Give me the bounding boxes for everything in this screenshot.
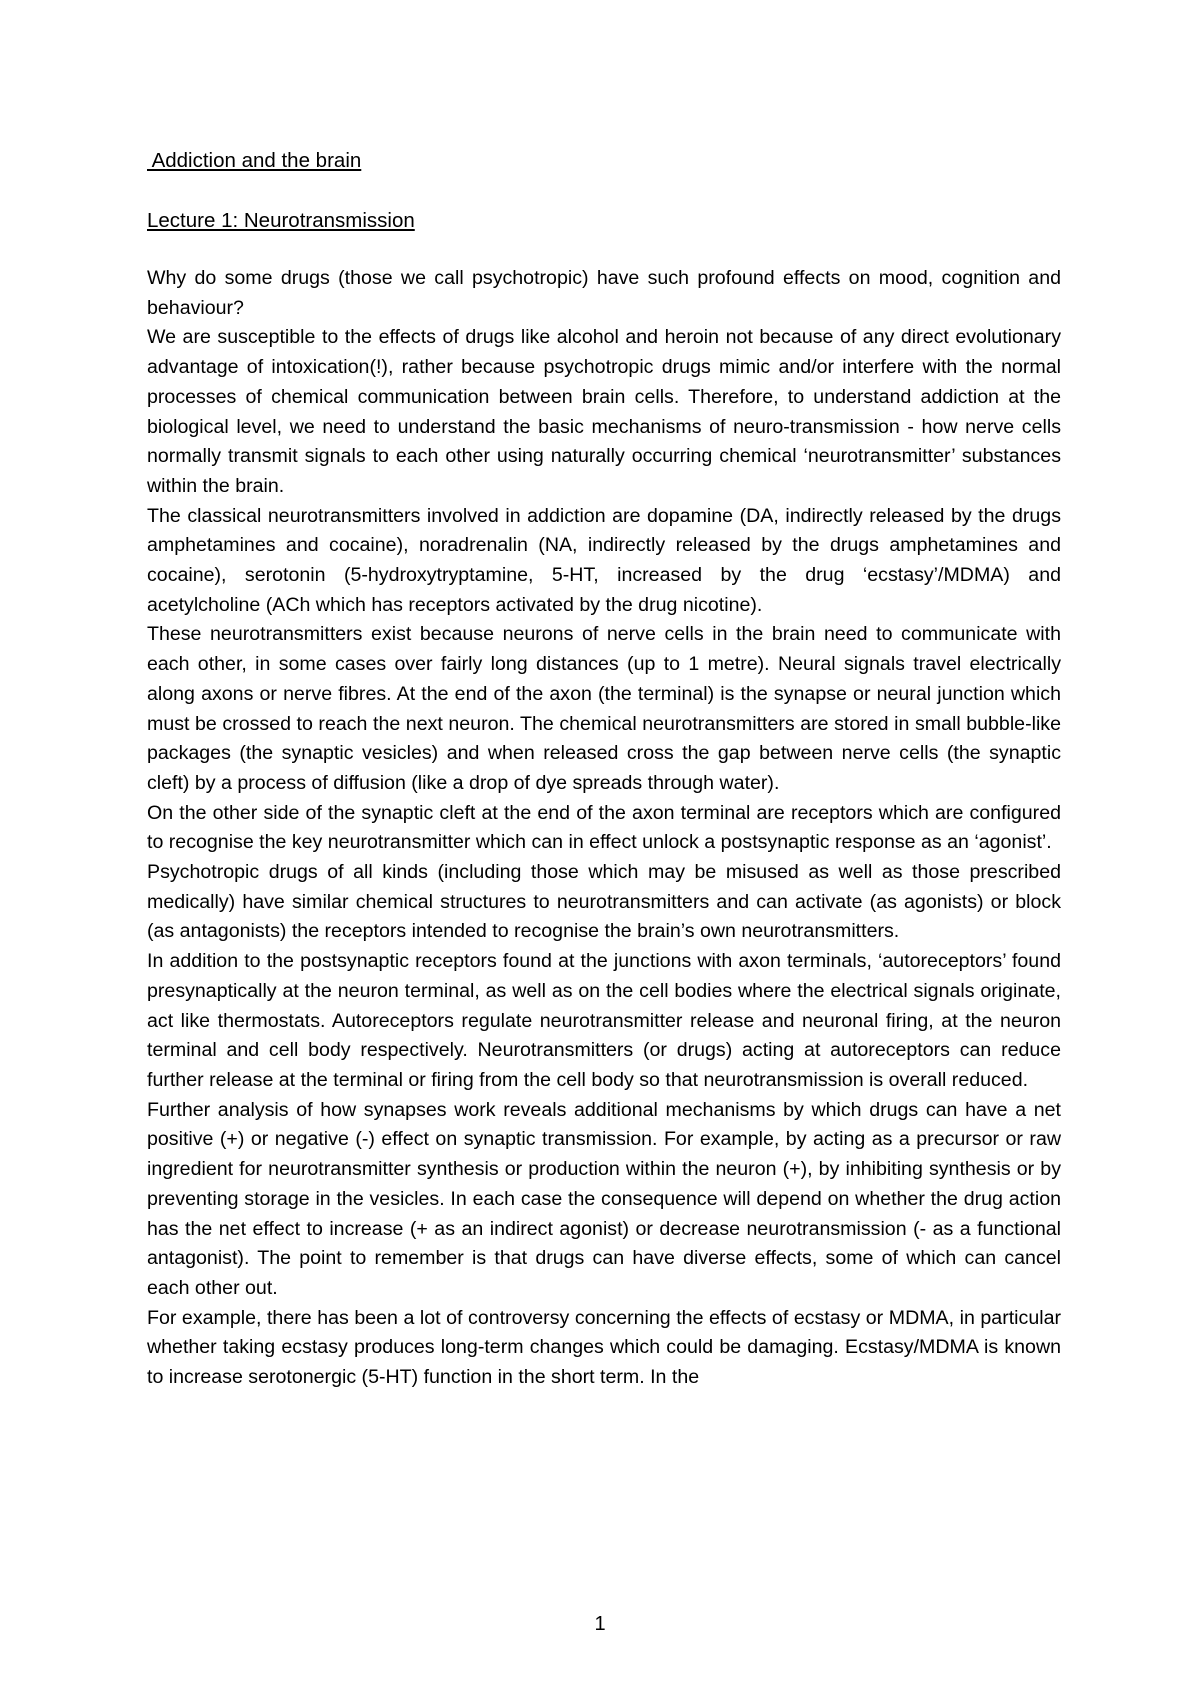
lecture-heading: Lecture 1: Neurotransmission xyxy=(147,209,415,232)
document-title: Addiction and the brain xyxy=(147,149,362,172)
paragraph: On the other side of the synaptic cleft at the end of the axon terminal are receptors which are configured to recognise the key neurotransmitter which can in effect unlock a postsynaptic response as an ‘agonist’. xyxy=(147,801,1061,854)
paragraph: The classical neurotransmitters involved in addiction are dopamine (DA, indirectly released by the drugs amphetamines and cocaine), noradrenalin (NA, indirectly released by the drugs amphetamines and cocaine), serotonin (5-hydroxytryptamine, 5-HT, increased by the drug ‘ecstasy’/MDMA) and acetylcholine (ACh which has receptors activated by the drug nicotine). xyxy=(147,504,1061,616)
paragraph: Further analysis of how synapses work reveals additional mechanisms by which drugs can have a net positive (+) or negative (-) effect on synaptic transmission. For example, by acting as a precursor or raw ingredient for neurotransmitter synthesis or production within the neuron (+), by inhibiting synthesis or by preventing storage in the vesicles. In each case the consequence will depend on whether the drug action has the net effect to increase (+ as an indirect agonist) or decrease neurotransmission (- as a functional antagonist). The point to remember is that drugs can have diverse effects, some of which can cancel each other out. xyxy=(147,1098,1061,1299)
paragraph: These neurotransmitters exist because neurons of nerve cells in the brain need to communicate with each other, in some cases over fairly long distances (up to 1 metre). Neural signals travel electrically along axons or nerve fibres. At the end of the axon (the terminal) is the synapse or neural junction which must be crossed to reach the next neuron. The chemical neurotransmitters are stored in small bubble-like packages (the synaptic vesicles) and when released cross the gap between nerve cells (the synaptic cleft) by a process of diffusion (like a drop of dye spreads through water). xyxy=(147,623,1061,794)
paragraph: We are susceptible to the effects of drugs like alcohol and heroin not because of any direct evolutionary advantage of intoxication(!), rather because psychotropic drugs mimic and/or interfere with the normal processes of chemical communication between brain cells. Therefore, to understand addiction at the biological level, we need to understand the basic mechanisms of neuro-transmission - how nerve cells normally transmit signals to each other using naturally occurring chemical ‘neurotransmitter’ substances within the brain. xyxy=(147,326,1061,497)
paragraph: For example, there has been a lot of controversy concerning the effects of ecstasy or MDMA, in particular whether taking ecstasy produces long-term changes which could be damaging. Ecstasy/MDMA is known to increase serotonergic (5-HT) function in the short term. In the xyxy=(147,1306,1061,1389)
paragraph: In addition to the postsynaptic receptors found at the junctions with axon terminals, ‘autoreceptors’ found presynaptically at the neuron terminal, as well as on the cell bodies where the electrical signals originate, act like thermostats. Autoreceptors regulate neurotransmitter release and neuronal firing, at the neuron terminal and cell body respectively. Neurotransmitters (or drugs) acting at autoreceptors can reduce further release at the terminal or firing from the cell body so that neurotransmission is overall reduced. xyxy=(147,950,1061,1091)
page-number: 1 xyxy=(594,1613,606,1635)
paragraph: Psychotropic drugs of all kinds (including those which may be misused as well as those prescribed medically) have similar chemical structures to neurotransmitters and can activate (as agonists) or block (as antagonists) the receptors intended to recognise the brain’s own neurotransmitters. xyxy=(147,861,1061,943)
page-content xyxy=(147,146,1061,1393)
paragraph: Why do some drugs (those we call psychotropic) have such profound effects on mood, cognition and behaviour? xyxy=(147,267,1061,319)
